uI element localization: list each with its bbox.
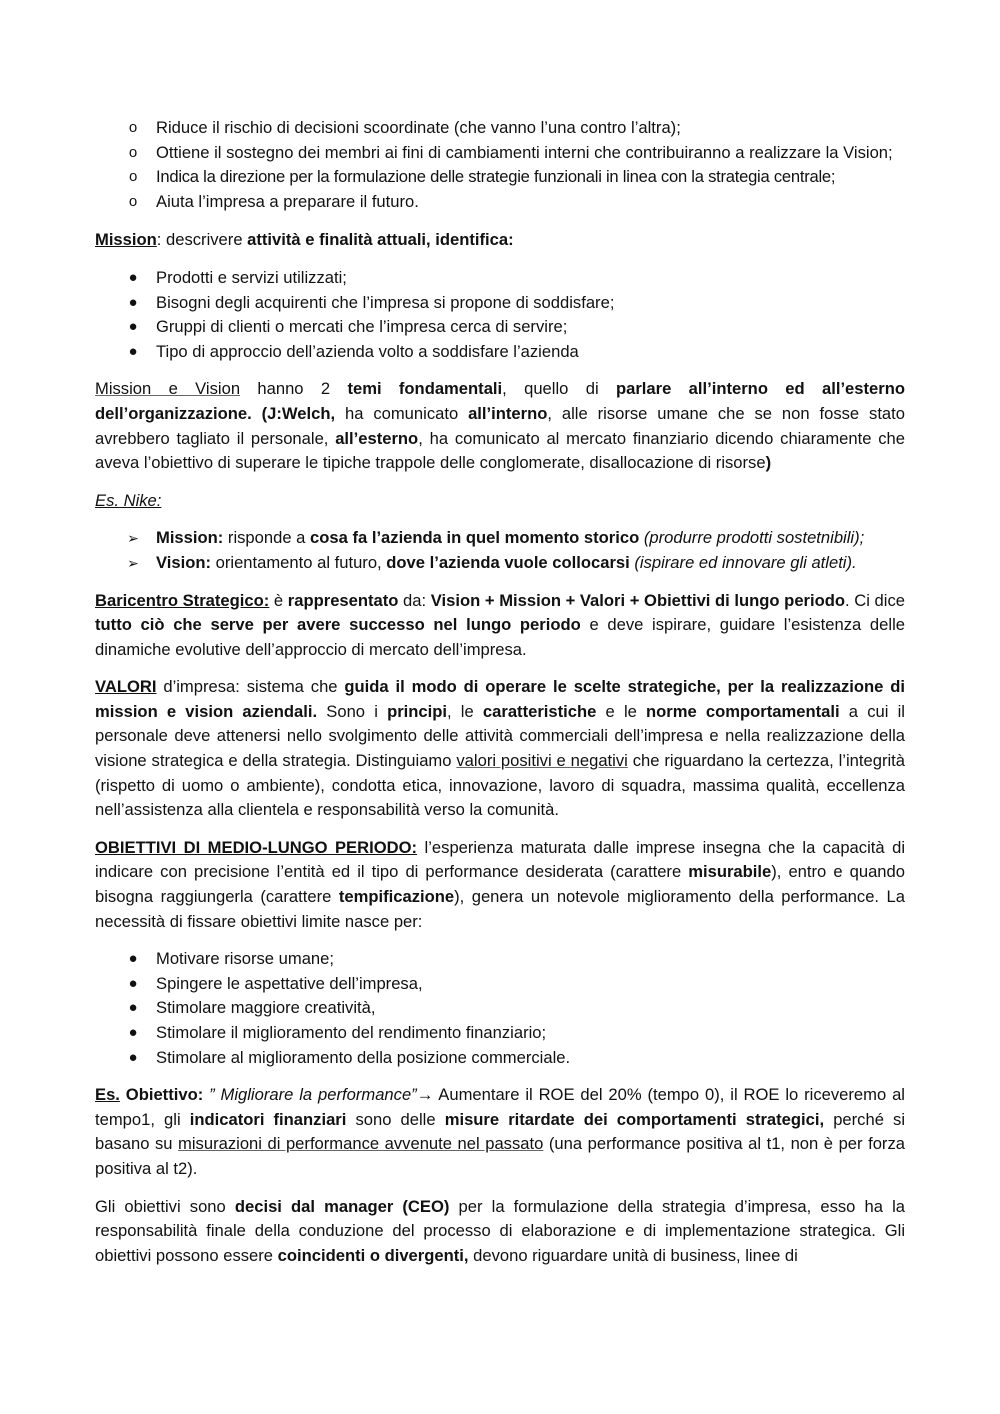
bullet-icon: ● [128, 1048, 138, 1066]
list-item: ● Prodotti e servizi utilizzati; [95, 266, 905, 291]
mission-term: Mission [95, 230, 157, 250]
baricentro-paragraph: Baricentro Strategico: è rappresentato da: Vision + Mission + Valori + Obiettivi di lungo periodo. Ci dice tutto ciò che serve per avere successo nel lungo periodo e deve ispirare, guidare l’esistenza delle dinamiche evolutive dell’approccio di mercato dell’impresa. [95, 590, 905, 659]
mission-paragraph: Mission: descrivere attività e finalità attuali, identifica: [95, 230, 514, 250]
arrow-bullet-icon: ➢ [127, 554, 139, 571]
list-item: o Indica la direzione per la formulazione delle strategie funzionali in linea con la strategia centrale; [95, 165, 905, 190]
circle-bullet-icon: o [128, 119, 138, 136]
final-paragraph: Gli obiettivi sono decisi dal manager (CEO) per la formulazione della strategia d’impresa, esso ha la responsabilità finale della conduzione del processo di elaborazione e di implementazione strategica. Gli obiettivi possono essere coincidenti o divergenti, devono riguardare unità di business, linee di [95, 1196, 906, 1265]
list-item: ● Spingere le aspettative dell’impresa, [95, 972, 905, 997]
list-item: ● Stimolare maggiore creatività, [95, 996, 905, 1021]
list-item: ● Motivare risorse umane; [95, 947, 905, 972]
obiettivi-list [95, 947, 905, 1070]
valori-paragraph: VALORI d’impresa: sistema che guida il modo di operare le scelte strategiche, per la realizzazione di mission e vision aziendali. Sono i principi, le caratteristiche e le norme comportamentali a cui il personale deve attenersi nello svolgimento delle attività commerciali dell’impresa e nella realizzazione della visione strategica e della strategia. Distinguiamo valori positivi e negativi che riguardano la certezza, l’integrità (rispetto di uomo o ambiente), condotta etica, innovazione, lavoro di squadra, massima qualità, eccellenza nell’assistenza alla clientela e responsabilità verso la comunità. [95, 677, 905, 820]
list-item: o Riduce il rischio di decisioni scoordinate (che vanno l’una contro l’altra); [95, 116, 905, 141]
document-page [95, 116, 905, 1281]
list-item: ● Stimolare il miglioramento del rendimento finanziario; [95, 1021, 905, 1046]
mission-list [95, 266, 905, 364]
example-objective-paragraph: Es. Obiettivo: ” Migliorare la performance”→ Aumentare il ROE del 20% (tempo 0), il ROE lo riceveremo al tempo1, gli indicatori finanziari sono delle misure ritardate dei comportamenti strategici, perché si basano su misurazioni di performance avvenute nel passato (una performance positiva al t1, non è per forza positiva al t2). [95, 1085, 906, 1178]
obiettivi-paragraph: OBIETTIVI DI MEDIO-LUNGO PERIODO: l’esperienza maturata dalle imprese insegna che la capacità di indicare con precisione l’entità ed il tipo di performance desiderata (carattere misurabile), entro e quando bisogna raggiungerla (carattere tempificazione), genera un notevole miglioramento della performance. La necessità di fissare obiettivi limite nasce per: [95, 837, 906, 931]
list-item: o Ottiene il sostegno dei membri ai fini di cambiamenti interni che contribuiranno a realizzare la Vision; [95, 141, 905, 166]
circle-bullet-icon: o [128, 192, 138, 210]
list-item: o Aiuta l’impresa a preparare il futuro. [95, 190, 905, 215]
bullet-icon: ● [128, 999, 138, 1017]
list-item: ● Bisogni degli acquirenti che l’impresa si propone di soddisfare; [95, 291, 905, 316]
nike-list [95, 526, 905, 575]
bullet-icon: ● [128, 342, 138, 360]
arrow-right-icon: → [416, 1085, 434, 1105]
circle-bullet-icon: o [128, 143, 138, 161]
bullet-icon: ● [128, 1024, 138, 1041]
bullet-icon: ● [128, 293, 138, 311]
bullet-icon: ● [128, 268, 138, 286]
circle-bullet-icon: o [128, 168, 138, 186]
list-item: ➢ Mission: risponde a cosa fa l’azienda in quel momento storico (produrre prodotti sostetnibili); [95, 526, 905, 551]
bullet-icon: ● [128, 950, 138, 968]
list-item: ● Gruppi di clienti o mercati che l’impresa cerca di servire; [95, 315, 905, 340]
mission-vision-paragraph: Mission e Vision hanno 2 temi fondamentali, quello di parlare all’interno ed all’esterno dell’organizzazione. (J:Welch, ha comunicato all’interno, alle risorse umane che se non fosse stato avrebbero tagliato il personale, all’esterno, ha comunicato al mercato finanziario dicendo chiaramente che aveva l’obiettivo di superare le tipiche trappole delle conglomerate, disallocazione di risorse) [95, 379, 905, 473]
bullet-icon: ● [128, 318, 138, 336]
arrow-bullet-icon: ➢ [127, 530, 139, 547]
list-item: ● Tipo di approccio dell’azienda volto a soddisfare l’azienda [95, 340, 905, 365]
bullet-icon: ● [128, 974, 138, 992]
list-item: ● Stimolare al miglioramento della posizione commerciale. [95, 1046, 905, 1071]
vision-benefits-list [95, 116, 905, 214]
nike-heading: Es. Nike: [95, 490, 162, 510]
list-item: ➢ Vision: orientamento al futuro, dove l’azienda vuole collocarsi (ispirare ed innovare gli atleti). [95, 551, 905, 576]
